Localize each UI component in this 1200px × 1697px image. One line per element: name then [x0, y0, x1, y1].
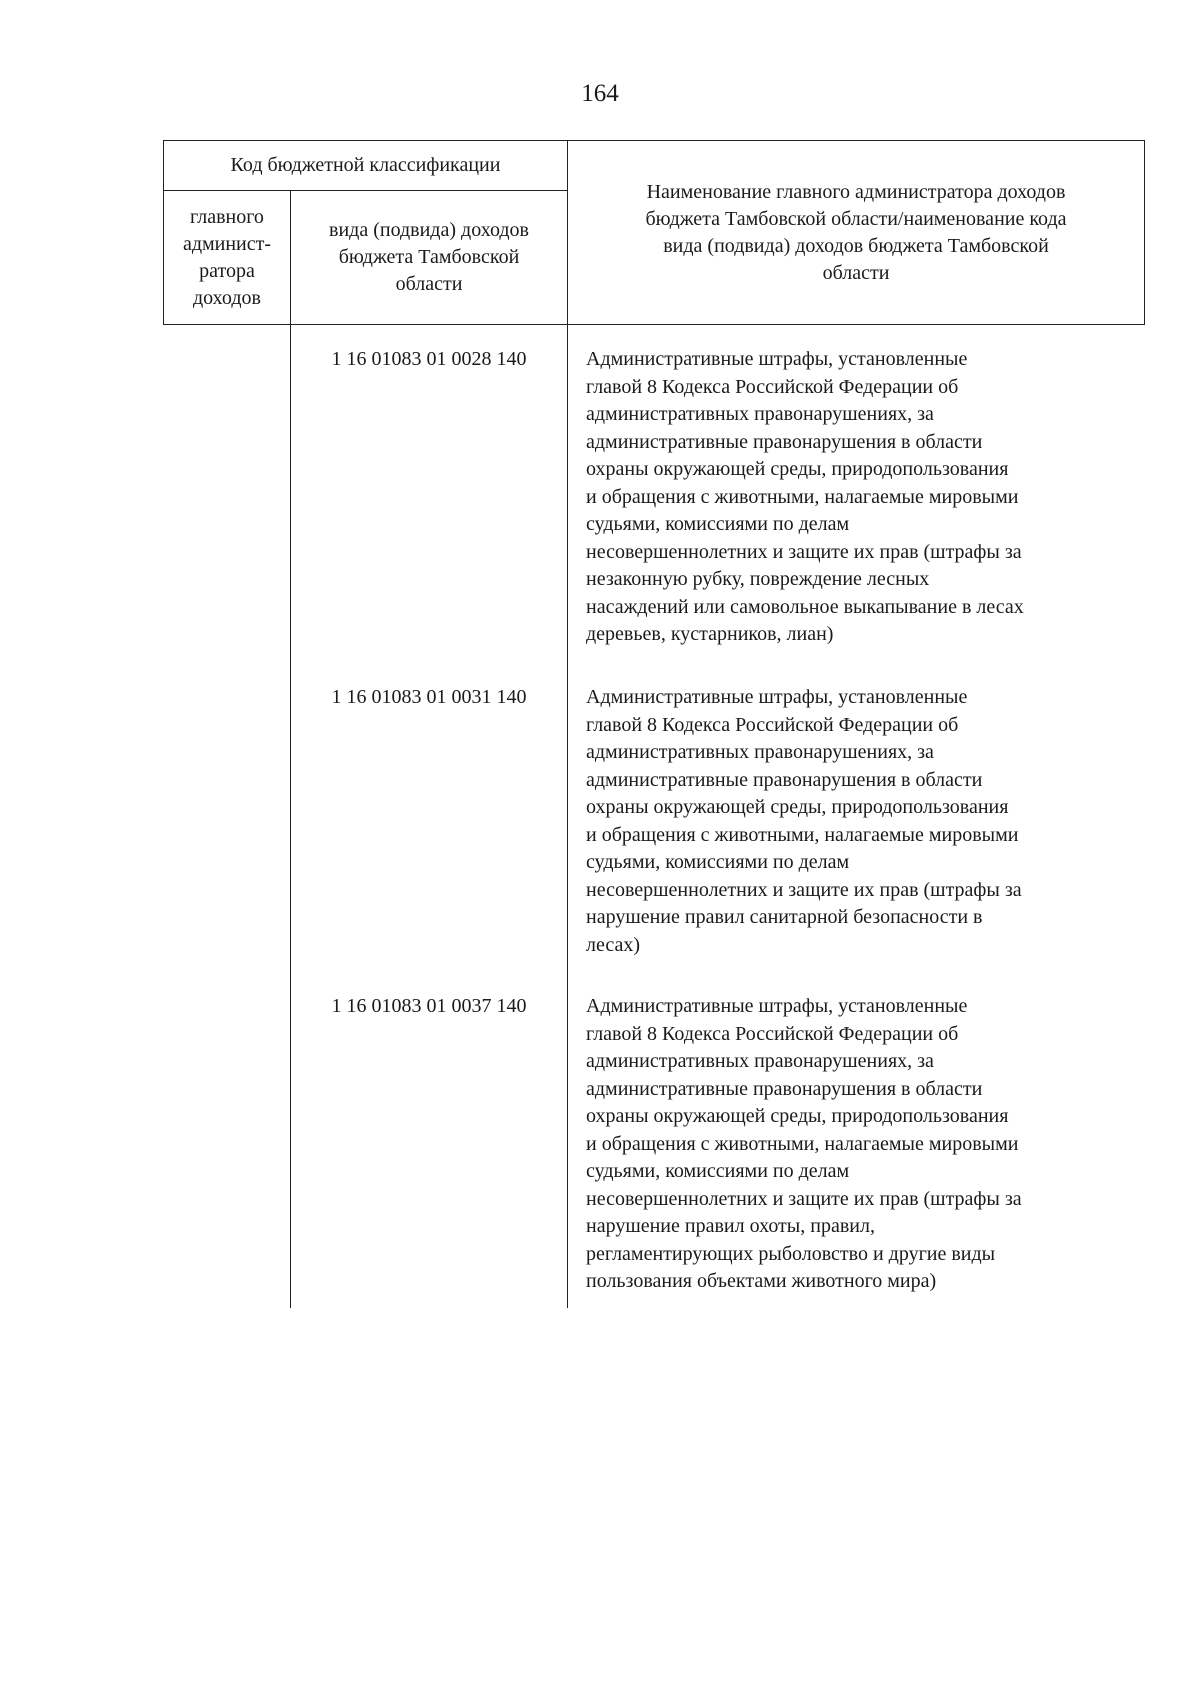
- header-income-type-label: вида (подвида) доходов бюджета Тамбовской области: [329, 219, 529, 295]
- income-description: Административные штрафы, установленные главой 8 Кодекса Российской Федерации об административных правонарушениях, за административные правонарушения в области охраны окружающей среды, природопользования и обращения с животными, налагаемые мировыми судьями, комиссиями по делам несовершеннолетних и защите их прав (штрафы за нарушение правил охоты, правил, регламентирующих рыболовство и другие виды пользования объектами животного мира): [586, 995, 1022, 1292]
- header-chief-administrator-label: главного админист- ратора доходов: [182, 205, 272, 309]
- page-number: 164: [581, 80, 619, 107]
- income-description: Административные штрафы, установленные главой 8 Кодекса Российской Федерации об административных правонарушениях, за административные правонарушения в области охраны окружающей среды, природопользования и обращения с животными, налагаемые мировыми судьями, комиссиями по делам несовершеннолетних и защите их прав (штрафы за нарушение правил санитарной безопасности в лесах): [586, 686, 1022, 956]
- column-divider-1: [290, 325, 291, 1308]
- income-description: Административные штрафы, установленные главой 8 Кодекса Российской Федерации об административных правонарушениях, за административные правонарушения в области охраны окружающей среды, природопользования и обращения с животными, налагаемые мировыми судьями, комиссиями по делам несовершеннолетних и защите их прав (штрафы за незаконную рубку, повреждение лесных насаждений или самовольное выкапывание в лесах деревьев, кустарников, лиан): [586, 348, 1024, 645]
- header-income-type: [291, 191, 568, 324]
- header-name: [568, 141, 1144, 324]
- table-header: [163, 140, 1145, 325]
- income-code: 1 16 01083 01 0028 140: [331, 348, 527, 370]
- income-code: 1 16 01083 01 0031 140: [331, 686, 527, 708]
- header-budget-classification-code: Код бюджетной классификации: [164, 141, 568, 191]
- income-code: 1 16 01083 01 0037 140: [331, 995, 527, 1017]
- column-divider-2: [567, 325, 568, 1308]
- header-chief-administrator: [164, 191, 291, 324]
- header-name-label: Наименование главного администратора доходов бюджета Тамбовской области/наименование кода вида (подвида) доходов бюджета Тамбовской области: [645, 180, 1067, 284]
